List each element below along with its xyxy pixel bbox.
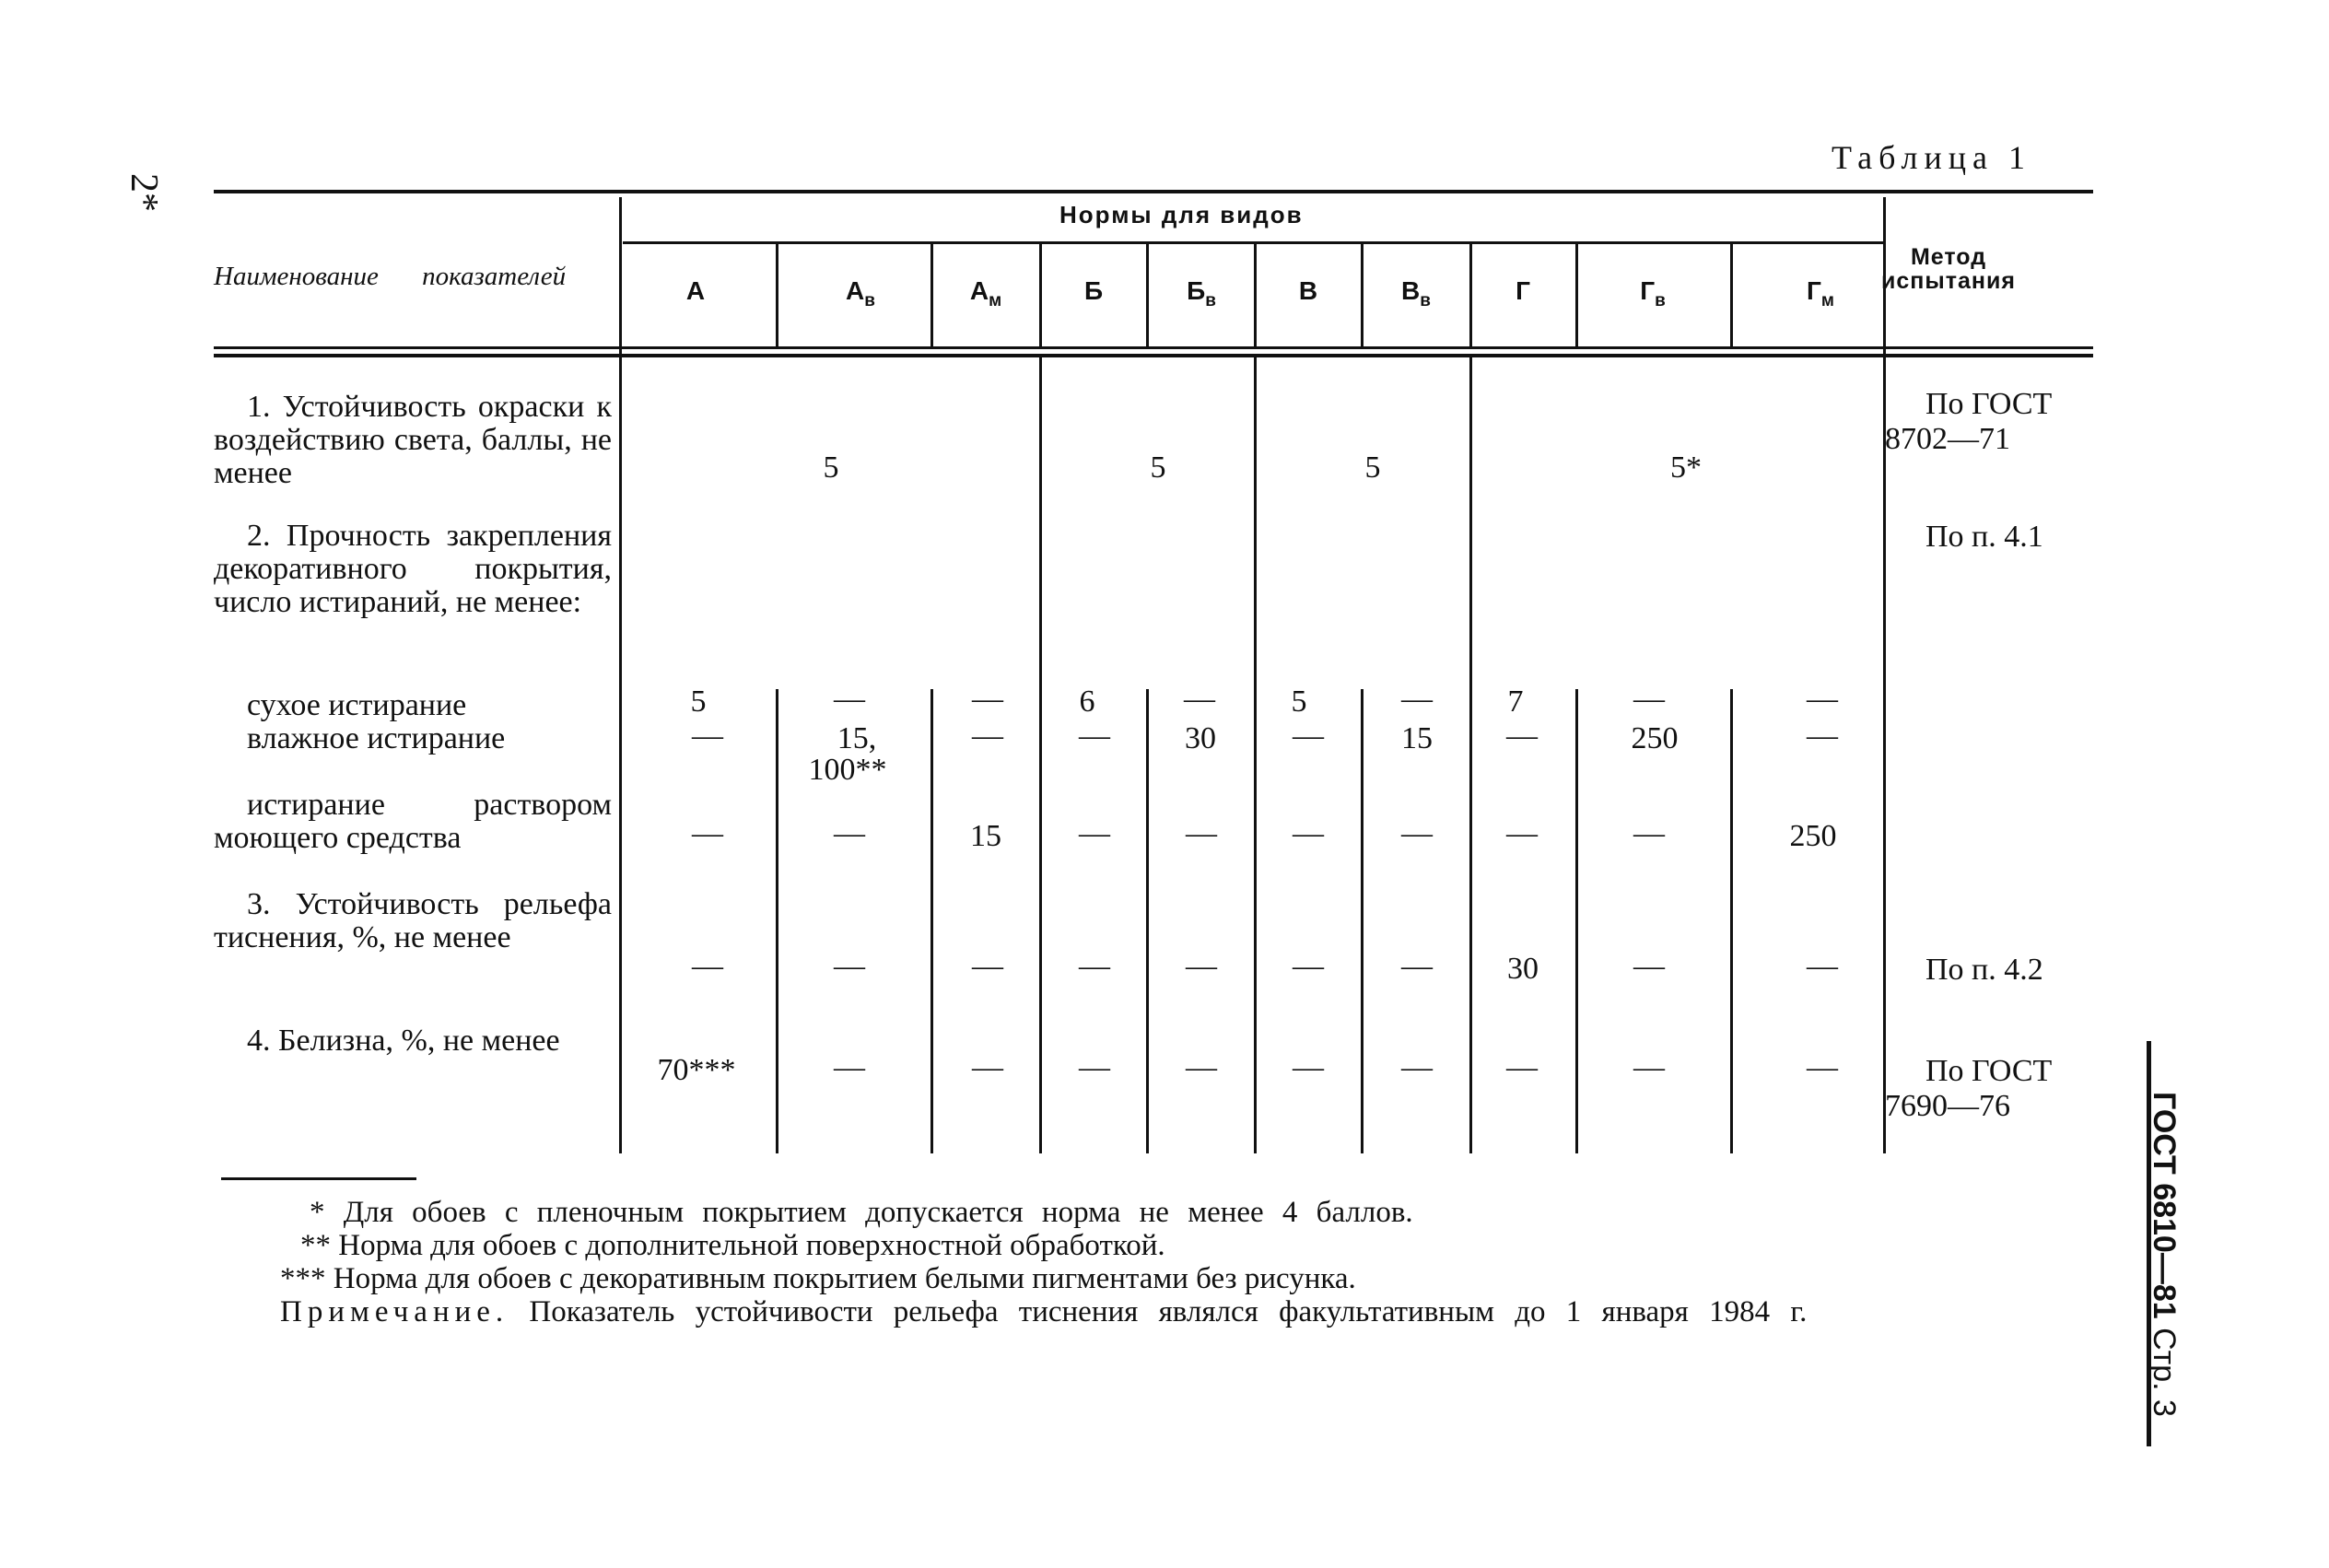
row-4-value: 70*** — [657, 1053, 736, 1087]
detergent-value: — — [1079, 816, 1110, 850]
row-3-value: — — [1293, 949, 1324, 983]
type-header-a: А — [685, 276, 706, 305]
row-3-value: 30 — [1507, 952, 1539, 986]
dry-value: 6 — [1079, 685, 1095, 719]
row-4-value: — — [1401, 1050, 1433, 1084]
detergent-value: — — [1186, 816, 1217, 850]
wet-value-footnoted: 100** — [808, 753, 887, 787]
detergent-value: — — [834, 816, 865, 850]
row-4-name: 4. Белизна, %, не менее — [247, 1024, 560, 1058]
dry-value: 5 — [690, 685, 707, 719]
row-1-value: 5 — [1364, 451, 1381, 485]
type-header-v: В — [1298, 276, 1318, 305]
row-1-name: 1. Устойчивость окраски к воздействию света, баллы, не менее — [214, 390, 612, 490]
wet-value: 15 — [1401, 721, 1433, 755]
row-4-value: — — [1506, 1050, 1538, 1084]
type-header-b: Б — [1083, 276, 1104, 305]
type-header-g: Г — [1516, 276, 1530, 305]
detergent-abrasion-name: истирание раствором моющего средства — [214, 788, 612, 855]
type-header-vv: $В_в$ — [1401, 276, 1431, 310]
row-4-value: — — [1186, 1050, 1217, 1084]
row-4-value: — — [1807, 1050, 1838, 1084]
row-3-value: — — [1807, 949, 1838, 983]
detergent-value: 15 — [970, 819, 1001, 853]
dry-value: — — [1633, 682, 1665, 716]
row-4-method: По ГОСТ — [1925, 1054, 2053, 1088]
row-3-name: 3. Устойчивость рельефа тиснения, %, не менее — [214, 887, 612, 954]
wet-value: — — [972, 719, 1003, 753]
wet-value: — — [1807, 719, 1838, 753]
note — [280, 1295, 1807, 1329]
type-header-gv: $Г_в$ — [1640, 276, 1666, 310]
row-1-method: 8702—71 — [1885, 422, 2010, 456]
footnote-2: ** Норма для обоев с дополнительной поверхностной обработкой. — [300, 1229, 1165, 1262]
detergent-value: — — [1633, 816, 1665, 850]
wet-value: — — [1506, 719, 1538, 753]
dry-abrasion-name: сухое истирание — [247, 688, 467, 722]
dry-value: — — [1401, 682, 1433, 716]
wet-value: — — [692, 719, 723, 753]
wet-value: — — [1079, 719, 1110, 753]
row-3-value: — — [1633, 949, 1665, 983]
row-2-name: 2. Прочность закрепления декоративного покрытия, число истираний, не менее: — [214, 519, 612, 619]
row-1-value: 5* — [1670, 451, 1702, 485]
table-caption: Таблица 1 — [1832, 139, 2031, 176]
detergent-value: 250 — [1789, 819, 1837, 853]
detergent-value: — — [1401, 816, 1433, 850]
row-4-value: — — [1293, 1050, 1324, 1084]
row-1-method: По ГОСТ — [1925, 387, 2053, 421]
side-running-head: ГОСТ 6810—81 Стр. 3 — [2147, 1092, 2182, 1417]
row-1-value: 5 — [823, 451, 839, 485]
detergent-value: — — [692, 816, 723, 850]
row-3-value: — — [1401, 949, 1433, 983]
dry-value: — — [1807, 682, 1838, 716]
footnote-rule — [221, 1177, 416, 1180]
row-3-value: — — [692, 949, 723, 983]
name-column-header: Наименование показателей — [214, 262, 567, 291]
row-3-value: — — [1186, 949, 1217, 983]
row-4-method: 7690—76 — [1885, 1089, 2010, 1123]
wet-abrasion-name: влажное истирание — [247, 721, 506, 755]
row-2-method: По п. 4.1 — [1925, 520, 2043, 554]
row-4-value: — — [1079, 1050, 1110, 1084]
type-header-gm: $Г_м$ — [1807, 276, 1834, 310]
detergent-value: — — [1293, 816, 1324, 850]
row-4-value: — — [972, 1050, 1003, 1084]
row-3-value: — — [834, 949, 865, 983]
wet-value: 30 — [1185, 721, 1216, 755]
type-header-av: $А_в$ — [846, 276, 875, 310]
footnote-1: * Для обоев с пленочным покрытием допускается норма не менее 4 баллов. — [310, 1196, 1413, 1229]
row-4-value: — — [1633, 1050, 1665, 1084]
dry-value: — — [1184, 682, 1215, 716]
dry-value: 7 — [1507, 685, 1524, 719]
dry-value: — — [834, 682, 865, 716]
footnote-3: *** Норма для обоев с декоративным покрытием белыми пигментами без рисунка. — [280, 1262, 1356, 1295]
row-1-value: 5 — [1150, 451, 1166, 485]
method-column-header: Метод испытания — [1881, 244, 2016, 294]
norms-group-header: Нормы для видов — [1059, 201, 1304, 228]
note-label: Примечание. — [280, 1295, 509, 1328]
row-3-value: — — [972, 949, 1003, 983]
row-3-value: — — [1079, 949, 1110, 983]
page-mark: 2* — [123, 173, 165, 212]
row-3-method: По п. 4.2 — [1925, 953, 2043, 987]
dry-value: 5 — [1291, 685, 1307, 719]
note-text: Показатель устойчивости рельефа тиснения являлся факультативным до 1 января 1984 г. — [529, 1295, 1808, 1328]
row-4-value: — — [834, 1050, 865, 1084]
dry-value: — — [972, 682, 1003, 716]
wet-value: 15, — [837, 721, 877, 755]
wet-value: 250 — [1631, 721, 1679, 755]
type-header-am: $А_м$ — [969, 276, 1002, 310]
wet-value: — — [1293, 719, 1324, 753]
detergent-value: — — [1506, 816, 1538, 850]
type-header-bv: $Б_в$ — [1187, 276, 1216, 310]
